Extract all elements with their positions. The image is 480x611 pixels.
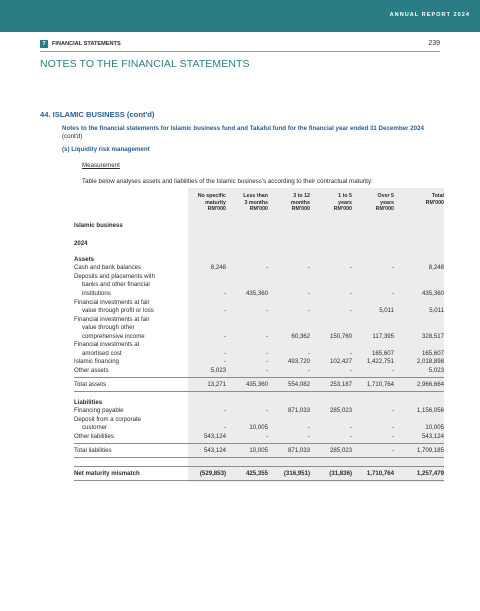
table-cell: -	[265, 350, 268, 357]
row-label-total-assets: Total assets	[74, 381, 107, 388]
col-header-line: 3 months	[244, 199, 268, 206]
table-cell: -	[265, 333, 268, 340]
table-cell: -	[391, 367, 394, 374]
row-label-other-liabilities: Other liabilities	[74, 433, 114, 440]
row-label-amortised-1: Financial investments at	[74, 341, 140, 348]
col-header-line: RM'000	[291, 206, 310, 213]
table-cell: 60,362	[291, 333, 310, 340]
col-header-line: No specific	[197, 193, 226, 199]
section-label: FINANCIAL STATEMENTS	[52, 41, 121, 47]
row-label-fvoci-3: comprehensive income	[82, 333, 145, 340]
table-cell: -	[391, 407, 394, 414]
table-cell: 5,023	[210, 367, 226, 374]
header-rule	[40, 51, 440, 52]
row-label-fvtpl-2: value through profit or loss	[82, 307, 154, 314]
table-cell: -	[307, 424, 310, 431]
table-cell: -	[265, 433, 268, 440]
col-header-line: 3 to 12	[293, 193, 310, 199]
table-cell: 871,033	[287, 447, 310, 454]
col-header-line: years	[380, 199, 394, 206]
table-cell: -	[349, 350, 352, 357]
table-cell: 102,427	[329, 358, 352, 365]
table-cell: 13,271	[207, 381, 226, 388]
table-cell: -	[307, 433, 310, 440]
table-cell: 871,033	[287, 407, 310, 414]
divider-line	[74, 480, 444, 481]
islamic-business-label: Islamic business	[74, 222, 123, 229]
table-cell: 543,124	[203, 447, 226, 454]
table-cell: 543,124	[203, 433, 226, 440]
table-cell: -	[223, 290, 226, 297]
row-label-fvoci-1: Financial investments at fair	[74, 316, 150, 323]
divider-line	[74, 443, 444, 444]
table-cell: -	[265, 358, 268, 365]
col-header-line: years	[338, 199, 352, 206]
measurement-label: Measurement	[82, 162, 120, 169]
page-number: 239	[428, 40, 440, 47]
table-cell: -	[307, 307, 310, 314]
col-header-line: RM'000	[249, 206, 268, 213]
table-cell: -	[265, 307, 268, 314]
column-background	[188, 188, 444, 482]
subheading-text: Notes to the financial statements for Islamic business fund and Takaful fund for the financial year ended 31 December 2024	[62, 125, 424, 132]
table-cell: -	[223, 407, 226, 414]
col-header-line: RM'000	[425, 199, 444, 206]
table-cell: 10,005	[425, 424, 444, 431]
table-cell: -	[391, 433, 394, 440]
table-cell: 5,011	[429, 307, 444, 314]
note-heading: 44. ISLAMIC BUSINESS (cont'd)	[40, 110, 155, 119]
row-label-deposits-2: banks and other financial	[82, 281, 150, 288]
table-cell: -	[223, 358, 226, 365]
row-label-total-liabilities: Total liabilities	[74, 447, 112, 454]
section-number-badge: 7	[40, 40, 48, 48]
row-label-cash: Cash and bank balances	[74, 264, 142, 271]
table-cell: 435,360	[245, 381, 268, 388]
table-cell: -	[349, 264, 352, 271]
col-header-line: RM'000	[207, 206, 226, 213]
table-cell: 5,011	[379, 307, 394, 314]
row-label-deposit-customer-1: Deposit from a corporate	[74, 416, 142, 423]
table-cell: 1,156,056	[416, 407, 444, 414]
divider-line	[74, 466, 444, 467]
table-cell: -	[391, 424, 394, 431]
header-band	[0, 0, 480, 32]
table-cell: 285,023	[329, 407, 352, 414]
table-cell: -	[391, 447, 394, 454]
table-cell: -	[265, 407, 268, 414]
col-header-less-than-3m	[230, 193, 268, 213]
row-label-deposits-1: Deposits and placements with	[74, 273, 155, 280]
table-cell: -	[223, 307, 226, 314]
table-cell: -	[349, 424, 352, 431]
col-header-line: Less than	[243, 193, 268, 199]
row-label-deposits-3: institutions	[82, 290, 111, 297]
table-cell: -	[349, 307, 352, 314]
note-subheading	[62, 125, 452, 141]
row-label-net-mismatch: Net maturity mismatch	[74, 470, 140, 477]
table-cell: (31,836)	[329, 470, 352, 477]
table-cell: 165,607	[421, 350, 444, 357]
table-cell: -	[391, 264, 394, 271]
col-header-line: Over 5	[377, 193, 394, 199]
table-cell: 1,709,185	[416, 447, 444, 454]
table-cell: (316,951)	[283, 470, 310, 477]
subheading-cont: (cont'd)	[62, 133, 83, 140]
table-cell: 117,395	[372, 333, 394, 340]
table-cell: 493,720	[287, 358, 310, 365]
table-cell: -	[265, 264, 268, 271]
col-header-line: 1 to 5	[338, 193, 352, 199]
table-cell: -	[223, 424, 226, 431]
col-header-line: RM'000	[375, 206, 394, 213]
table-cell: -	[307, 290, 310, 297]
intro-text: Table below analyses assets and liabilities of the Islamic business's according to their contractual maturity:	[82, 178, 373, 185]
col-header-line: maturity	[205, 199, 226, 206]
table-cell: 8,248	[210, 264, 226, 271]
col-header-line: months	[290, 199, 310, 206]
table-cell: -	[223, 333, 226, 340]
table-cell: 10,005	[249, 447, 268, 454]
row-label-deposit-customer-2: customer	[82, 424, 108, 431]
col-header-3-to-12m	[272, 193, 310, 213]
row-label-fvtpl-1: Financial investments at fair	[74, 299, 150, 306]
liabilities-label: Liabilities	[74, 399, 103, 406]
divider-line	[74, 391, 444, 392]
table-cell: 435,360	[421, 290, 444, 297]
table-cell: -	[307, 367, 310, 374]
table-cell: -	[307, 350, 310, 357]
table-cell: -	[307, 264, 310, 271]
row-label-other-assets: Other assets	[74, 367, 109, 374]
table-cell: 435,360	[245, 290, 268, 297]
divider-line	[74, 377, 444, 378]
table-cell: 285,023	[329, 447, 352, 454]
row-label-financing: Islamic financing	[74, 358, 120, 365]
table-cell: -	[223, 350, 226, 357]
table-cell: -	[349, 433, 352, 440]
table-cell: 165,607	[371, 350, 394, 357]
table-cell: 543,124	[421, 433, 444, 440]
table-cell: -	[391, 290, 394, 297]
page-title: NOTES TO THE FINANCIAL STATEMENTS	[40, 58, 250, 70]
col-header-total	[402, 193, 444, 206]
table-cell: 1,710,764	[366, 470, 394, 477]
table-cell: 2,966,664	[416, 381, 444, 388]
year-label: 2024	[74, 240, 88, 247]
table-cell: (529,853)	[199, 470, 226, 477]
divider-line	[74, 457, 444, 458]
row-label-financing-payable: Financing payable	[74, 407, 124, 414]
table-cell: 554,082	[287, 381, 310, 388]
table-cell: 2,018,898	[416, 358, 444, 365]
table-cell: 8,248	[428, 264, 444, 271]
col-header-over-5y	[356, 193, 394, 213]
col-header-no-specific	[188, 193, 226, 213]
assets-label: Assets	[74, 256, 94, 263]
table-cell: -	[349, 367, 352, 374]
col-header-1-to-5y	[314, 193, 352, 213]
table-cell: 1,257,479	[416, 470, 444, 477]
table-cell: 1,422,751	[366, 358, 394, 365]
table-cell: 328,517	[421, 333, 444, 340]
col-header-line: RM'000	[333, 206, 352, 213]
row-label-fvoci-2: value through other	[82, 324, 135, 331]
table-cell: -	[349, 290, 352, 297]
table-cell: 10,005	[249, 424, 268, 431]
table-cell: -	[265, 367, 268, 374]
table-cell: 425,355	[245, 470, 268, 477]
table-cell: 253,187	[329, 381, 352, 388]
item-heading: (s) Liquidity risk management	[62, 146, 150, 153]
col-header-line: Total	[431, 193, 444, 199]
row-label-amortised-2: amortised cost	[82, 350, 122, 357]
annual-report-label: ANNUAL REPORT 2024	[389, 12, 470, 18]
table-cell: 5,023	[428, 367, 444, 374]
table-cell: 1,710,764	[366, 381, 394, 388]
table-cell: 150,760	[329, 333, 352, 340]
